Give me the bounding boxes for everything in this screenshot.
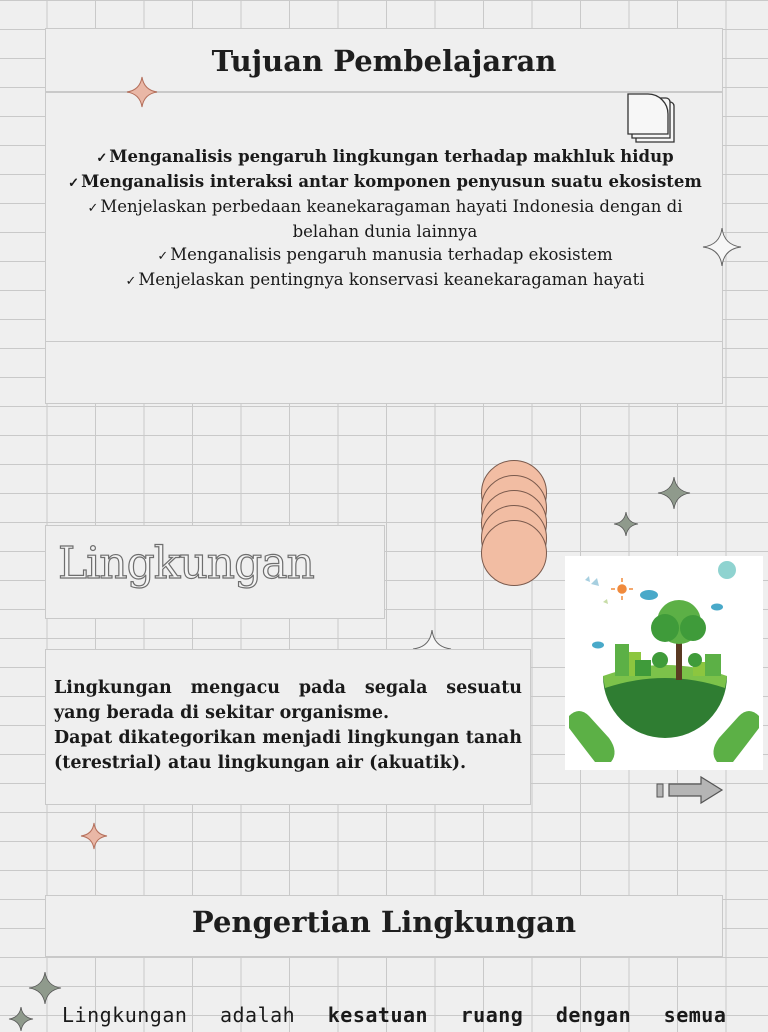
goals-list (55, 145, 715, 293)
check-icon: ✓ (157, 249, 169, 264)
section-title-pengertian: Pengertian Lingkungan (191, 905, 577, 939)
goal-item-1: ✓ Menganalisis pengaruh lingkungan terhadap makhluk hidup (96, 147, 674, 166)
goals-panel-lower (45, 342, 723, 404)
pengertian-text (62, 1003, 727, 1027)
check-icon: ✓ (96, 151, 108, 166)
sparkle-star-icon (80, 822, 108, 850)
sparkle-star-icon (126, 76, 158, 108)
pengertian-text-start: Lingkungan adalah (62, 1003, 296, 1027)
description-paragraph-2: Dapat dikategorikan menjadi lingkungan tanah (terestrial) atau lingkungan air (akuatik). (54, 728, 522, 773)
goal-item-5: ✓ Menjelaskan pentingnya konservasi keanekaragaman hayati (125, 270, 645, 289)
check-icon: ✓ (87, 201, 99, 216)
goal-item-3: ✓ Menjelaskan perbedaan keanekaragaman hayati Indonesia dengan di belahan dunia lainnya (87, 197, 683, 241)
sparkle-star-icon (702, 227, 742, 267)
goal-item-2: ✓ Menganalisis interaksi antar komponen penyusun suatu ekosistem (68, 172, 702, 191)
sparkle-star-icon (657, 476, 691, 510)
check-icon: ✓ (125, 274, 137, 289)
sparkle-star-icon (613, 511, 639, 537)
goal-item-4: ✓ Menganalisis pengaruh manusia terhadap ekosistem (157, 245, 613, 264)
lingkungan-description (54, 676, 522, 776)
description-paragraph-1: Lingkungan mengacu pada segala sesuatu yang berada di sekitar organisme. (54, 678, 522, 723)
pengertian-text-bold: kesatuan ruang dengan semua (327, 1003, 727, 1027)
section-title-tujuan: Tujuan Pembelajaran (211, 44, 557, 78)
eco-earth-hands-icon (565, 556, 763, 770)
section-heading-lingkungan: Lingkungan (58, 538, 314, 589)
sparkle-star-icon (28, 971, 62, 1005)
sparkle-star-icon (8, 1006, 34, 1032)
check-icon: ✓ (68, 176, 80, 191)
stacked-pages-icon (624, 90, 678, 148)
arrow-right-icon[interactable] (655, 774, 725, 806)
